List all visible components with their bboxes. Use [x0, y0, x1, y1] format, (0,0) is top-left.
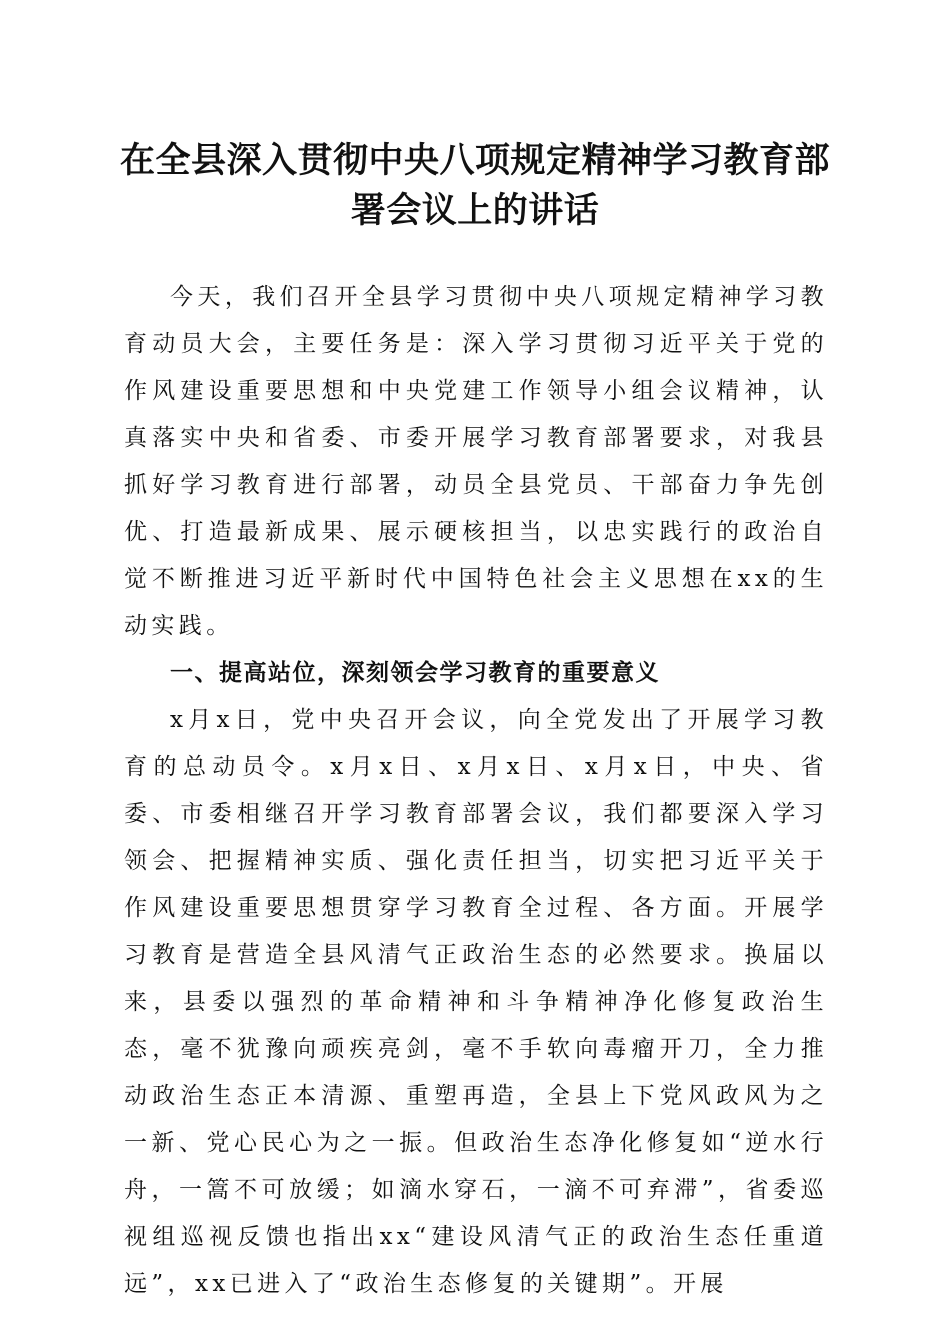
document-title: 在全县深入贯彻中央八项规定精神学习教育部署会议上的讲话: [119, 140, 830, 231]
section-heading: 一、提高站位，深刻领会学习教育的重要意义: [170, 660, 660, 686]
document-body: [124, 274, 828, 1308]
section-paragraph: x月x日，党中央召开会议，向全党发出了开展学习教育的总动员令。x月x日、x月x日、x月x日，中央、省委、市委相继召开学习教育部署会议，我们都要深入学习领会、把握精神实质、强化责任担当，切实把习近平关于作风建设重要思想贯穿学习教育全过程、各方面。开展学习教育是营造全县风清气正政治生态的必然要求。换届以来，县委以强烈的革命精神和斗争精神净化修复政治生态，毫不犹豫向顽疾亮剑，毫不手软向毒瘤开刀，全力推动政治生态正本清源、重塑再造，全县上下党风政风为之一新、党心民心为之一振。但政治生态净化修复如“逆水行舟，一篙不可放缓；如滴水穿石，一滴不可弃滞”，省委巡视组巡视反馈也指出xx“建设风清气正的政治生态任重道远”，xx已进入了“政治生态修复的关键期”。开展: [124, 707, 828, 1297]
intro-paragraph: 今天，我们召开全县学习贯彻中央八项规定精神学习教育动员大会，主要任务是：深入学习贯彻习近平关于党的作风建设重要思想和中央党建工作领导小组会议精神，认真落实中央和省委、市委开展学习教育部署要求，对我县抓好学习教育进行部署，动员全县党员、干部奋力争先创优、打造最新成果、展示硬核担当，以忠实践行的政治自觉不断推进习近平新时代中国特色社会主义思想在xx的生动实践。: [124, 284, 828, 639]
